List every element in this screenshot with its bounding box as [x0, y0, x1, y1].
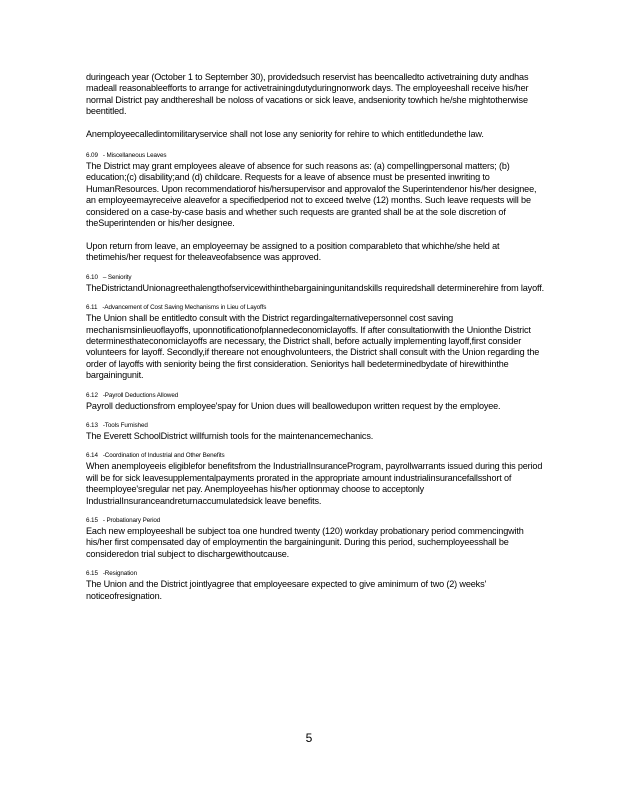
- section-number: 6.12: [86, 391, 98, 399]
- section-number: 6.15: [86, 570, 98, 578]
- intro-paragraph: duringeach year (October 1 to September 30), providedsuch reservist has beencalledto activetraining duty andhas madeall reasonableefforts to arrange for activetrainingdutyduringnonwork days. The employeeshall receive his/her normal District pay andthereshall be noloss of vacations or sick leave, andseniority towhich he/she mightotherwise beentitled.: [86, 72, 529, 117]
- section-title: - Miscellaneous Leaves: [102, 152, 167, 160]
- section-number: 6.14: [86, 452, 98, 460]
- section-title: -Payroll Deductions Allowed: [102, 391, 179, 399]
- section-6-15-resignation: [86, 570, 546, 602]
- section-paragraph: The District may grant employees aleave of absence for such reasons as: (a) compellingpersonal matters; (b) education;(c) disability;and (d) childcare. Requests for a leave of absence must be presented inwriting to HumanResources. Upon recommendatiorof his/hersupervisor and approvalof the Superintendenor his/her designee, an employeemayreceive aleavefor a specifiedperiod not to exceed twelve (12) months. Such leave requests will be considered on a case-by-case basis and whether such requests are granted shall be at the sole discretion of theSuperintenden or his/her designee.: [86, 161, 537, 229]
- section-number: 6.10: [86, 273, 98, 281]
- section-number: 6.09: [86, 152, 98, 160]
- section-heading: [86, 392, 546, 400]
- section-heading: [86, 452, 546, 460]
- section-paragraph: Each new employeeshall be subject toa one hundred twenty (120) workday probationary period commencingwith his/her first compensated day of employmentin the bargainingunit. During this period, suchemployeesshall be consideredon trial subject to dischargewithoutcause.: [86, 526, 524, 559]
- section-title: -Tools Furnished: [102, 422, 148, 430]
- section-paragraph: TheDistrictandUnionagreethalengthofservicewithinthebargainingunitandskills requiredshall determinerehire from layoff.: [86, 282, 544, 293]
- document-body: [86, 72, 546, 612]
- section-title: -Coordination of Industrial and Other Benefits: [102, 452, 225, 460]
- section-number: 6.15: [86, 517, 98, 525]
- section-number: 6.11: [86, 304, 98, 312]
- section-6-15-probationary: [86, 517, 546, 560]
- section-paragraph: Payroll deductionsfrom employee'spay for Union dues will beallowedupon written request by the employee.: [86, 400, 501, 411]
- intro-paragraph: Anemployeecalledintomilitaryservice shall not lose any seniority for rehire to which entitledundethe law.: [86, 129, 484, 140]
- section-6-14: [86, 452, 546, 507]
- section-paragraph: The Union shall be entitledto consult with the District regardingalternativepersonnel cost saving mechanismsinlieuoflayoffs, uponnotificationofplannedeconomiclayoffs. If after consultationwith the Unionthe District determinesthateconomiclayoffs are necessary, the District shall, before actually implementing layoff,first consider volunteers for layoff. Secondly,if thereare not enoughvolunteers, the District shall consult with the Union regarding the order of layoffs with seniority being the first consideration. Senioritys hall bedeterminedbydate of hirewithinthe bargainingunit.: [86, 313, 540, 381]
- section-6-12: [86, 392, 546, 412]
- section-number: 6.13: [86, 422, 98, 430]
- section-paragraph: Upon return from leave, an employeemay be assigned to a position comparableto that whichhe/she held at thetimehis/her request for theleaveofabsence was approved.: [86, 240, 500, 263]
- section-title: -Advancement of Cost Saving Mechanisms in Lieu of Layoffs: [102, 304, 267, 312]
- section-6-10: [86, 274, 546, 294]
- page-number: 5: [305, 731, 313, 745]
- section-heading: [86, 274, 546, 282]
- section-6-09: [86, 152, 546, 264]
- section-heading: [86, 517, 546, 525]
- section-title: – Seniority: [102, 273, 132, 281]
- section-heading: [86, 570, 546, 578]
- section-6-11: [86, 304, 546, 381]
- section-paragraph: The Everett SchoolDistrict willfurnish tools for the maintenancemechanics.: [86, 431, 374, 442]
- section-paragraph: When anemployeeis eligiblefor benefitsfrom the IndustrialInsuranceProgram, payrollwarrants issued during this period will be for sick leavesupplementalpayments prorated in the appropriate amount industrialinsurancefallsshort of theemployee'sregular net pay. Anemployeehas his/her optionmay choose to acceptonly IndustrialInsuranceandreturnaccumulatedsick leave benefits.: [86, 461, 543, 506]
- section-title: -Resignation: [102, 570, 137, 578]
- section-heading: [86, 152, 546, 160]
- section-6-13: [86, 422, 546, 442]
- section-heading: [86, 422, 546, 430]
- section-title: - Probationary Period: [102, 517, 161, 525]
- section-paragraph: The Union and the District jointlyagree that employeesare expected to give aminimum of two (2) weeks' noticeofresignation.: [86, 579, 487, 601]
- section-heading: [86, 304, 546, 312]
